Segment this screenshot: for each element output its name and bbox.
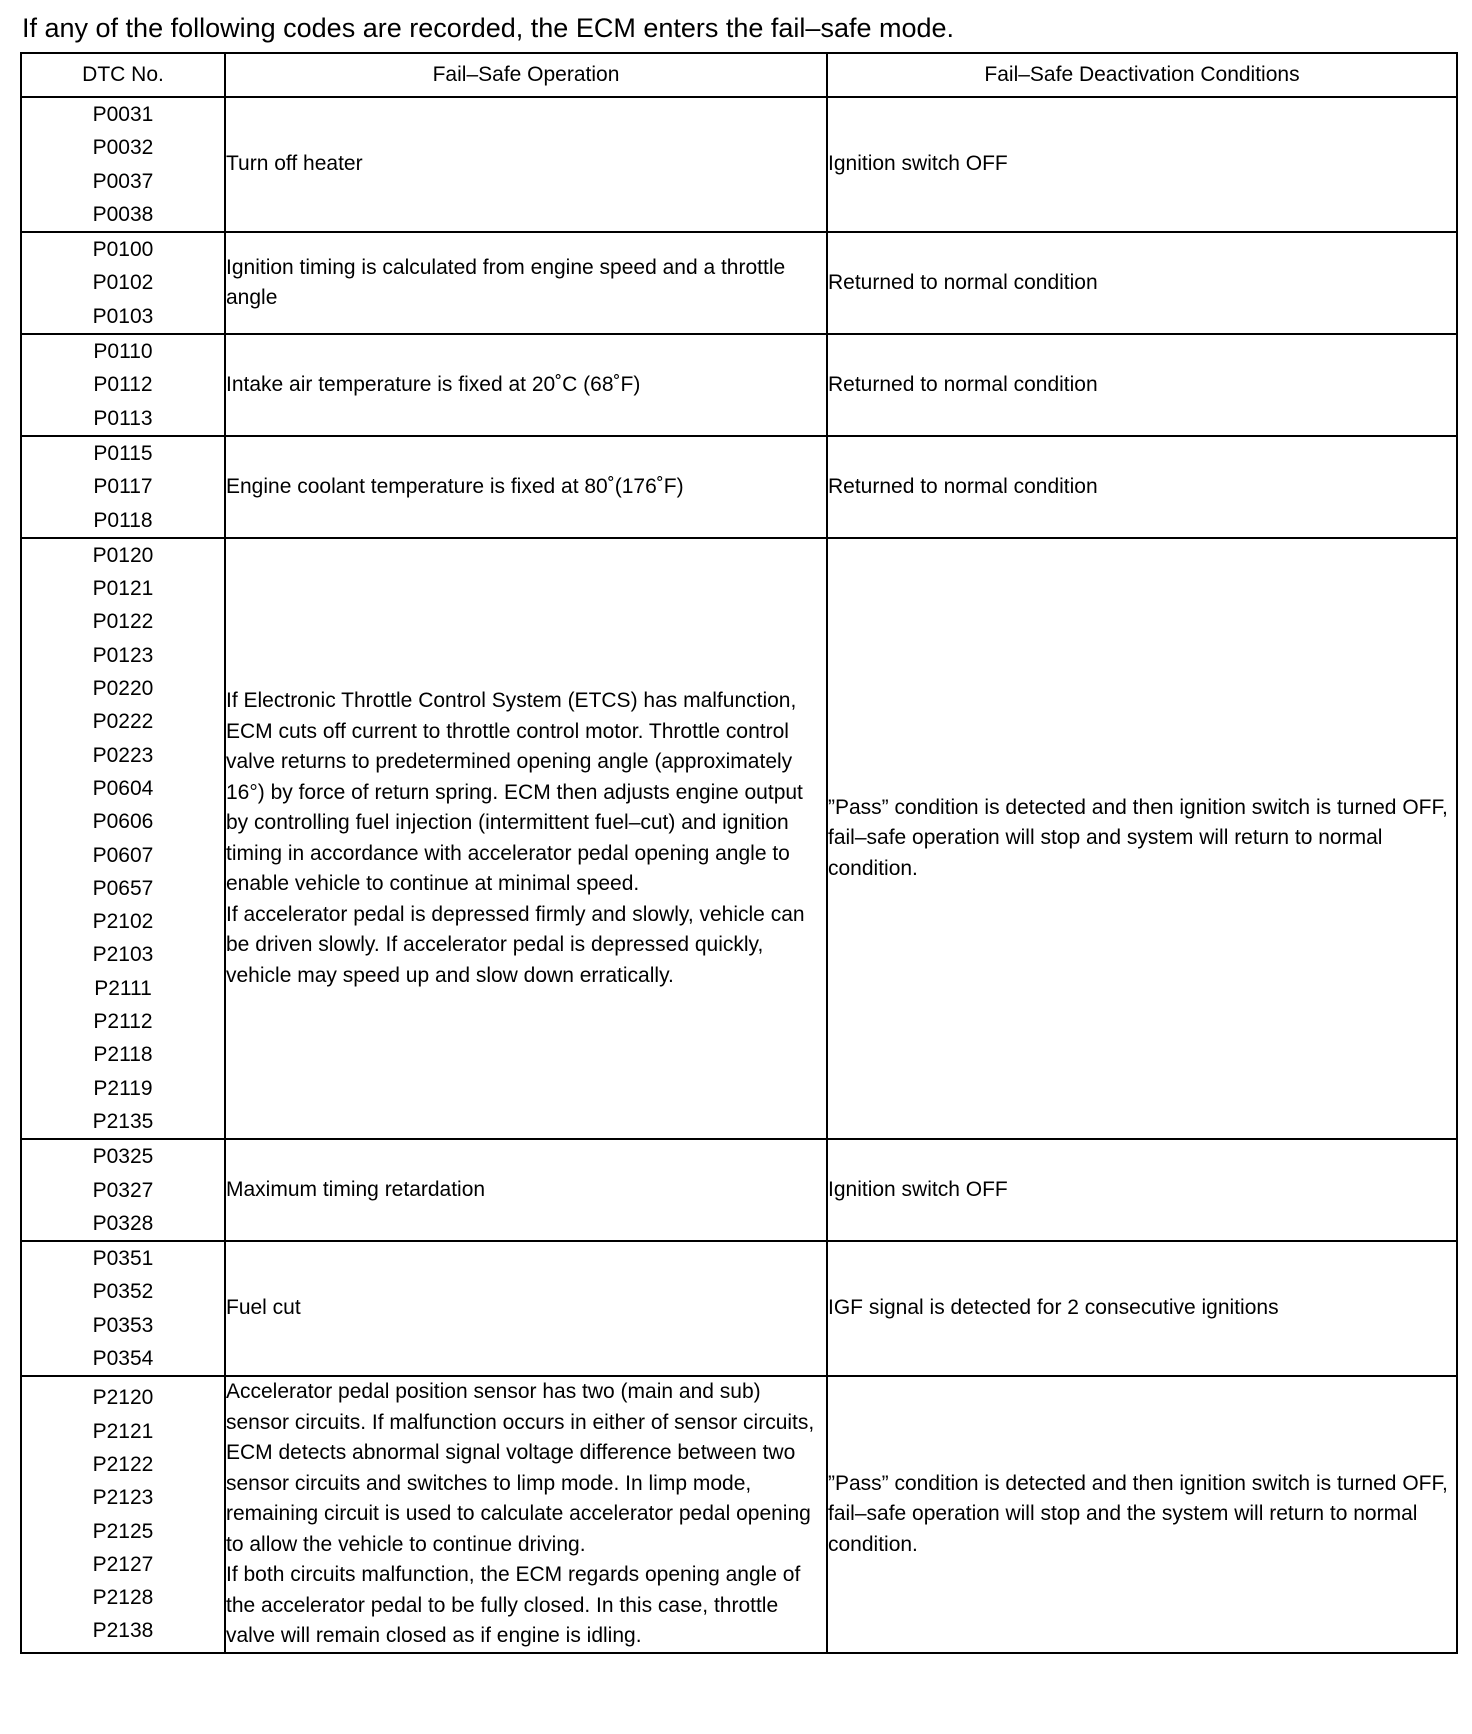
dtc-code: P0604: [92, 776, 154, 800]
dtc-code: P2103: [92, 943, 154, 967]
dtc-codes-cell: [21, 97, 225, 232]
dtc-codes-cell: [21, 232, 225, 334]
dtc-code: P0038: [92, 202, 154, 226]
dtc-code: P0110: [93, 340, 153, 364]
table-row: [21, 232, 1457, 334]
intro-text: If any of the following codes are recorded, the ECM enters the fail–safe mode.: [22, 13, 955, 43]
dtc-codes-cell: [21, 1376, 225, 1653]
deactivation-text: Returned to normal condition: [828, 474, 1098, 498]
fail-safe-operation-cell: [225, 232, 827, 334]
operation-text: If both circuits malfunction, the ECM regards opening angle of the accelerator pedal to be fully closed. In this case, throttle valve will remain closed as if engine is idling.: [226, 1563, 801, 1648]
header-fail-safe-operation: Fail–Safe Operation: [225, 53, 827, 97]
dtc-code: P0031: [92, 103, 154, 126]
dtc-code: P0112: [93, 373, 153, 397]
fail-safe-operation-cell: [225, 334, 827, 436]
dtc-code: P0117: [93, 475, 153, 499]
dtc-code: P0351: [92, 1247, 154, 1271]
dtc-code: P0352: [92, 1280, 154, 1304]
dtc-code: P0328: [92, 1211, 154, 1235]
fail-safe-operation-cell: [225, 1376, 827, 1653]
fail-safe-operation-cell: [225, 436, 827, 538]
deactivation-condition-cell: [827, 538, 1457, 1139]
operation-text: Accelerator pedal position sensor has two (main and sub) sensor circuits. If malfunction occurs in either of sensor circuits, ECM detects abnormal signal voltage difference between two sensor circuits and switches to limp mode. In limp mode, remaining circuit is used to calculate accelerator pedal opening to allow the vehicle to continue driving.: [226, 1380, 815, 1556]
dtc-code: P2112: [93, 1010, 153, 1034]
deactivation-text: Ignition switch OFF: [828, 152, 1008, 176]
dtc-code: P0327: [92, 1178, 154, 1202]
table-row: [21, 436, 1457, 538]
deactivation-condition-cell: [827, 97, 1457, 232]
dtc-code: P0607: [92, 843, 154, 867]
dtc-code: P0100: [92, 238, 154, 262]
deactivation-text: Returned to normal condition: [828, 372, 1098, 396]
deactivation-text: Returned to normal condition: [828, 270, 1098, 294]
dtc-code: P2118: [93, 1043, 153, 1067]
dtc-code: P0037: [92, 169, 154, 193]
dtc-code: P0123: [92, 643, 154, 667]
operation-text: Intake air temperature is fixed at 20˚C (68˚F): [226, 372, 641, 396]
dtc-codes-cell: [21, 538, 225, 1139]
dtc-code: P2120: [92, 1386, 154, 1410]
header-dtc-no: DTC No.: [21, 53, 225, 97]
dtc-code: P2138: [92, 1619, 154, 1643]
fail-safe-operation-cell: [225, 538, 827, 1139]
table-row: [21, 334, 1457, 436]
operation-text: If Electronic Throttle Control System (ETCS) has malfunction, ECM cuts off current to throttle control motor. Throttle control valve returns to predetermined opening angle (approximately 16°) by force of return spring. ECM then adjusts engine output by controlling fuel injection (intermittent fuel–cut) and ignition timing in accordance with accelerator pedal opening angle to enable vehicle to continue at minimal speed.: [226, 689, 803, 896]
fail-safe-operation-cell: [225, 97, 827, 232]
dtc-codes-cell: [21, 436, 225, 538]
dtc-code: P0118: [93, 508, 153, 532]
fail-safe-operation-cell: [225, 1139, 827, 1241]
table-row: [21, 1241, 1457, 1376]
dtc-code: P2102: [92, 910, 154, 934]
operation-text: Maximum timing retardation: [226, 1177, 486, 1201]
dtc-code: P2123: [92, 1486, 154, 1510]
dtc-code: P2127: [92, 1552, 154, 1576]
dtc-code: P0222: [92, 710, 154, 734]
operation-text: Fuel cut: [226, 1296, 301, 1320]
deactivation-condition-cell: [827, 1139, 1457, 1241]
dtc-code: P0353: [92, 1313, 154, 1337]
deactivation-condition-cell: [827, 334, 1457, 436]
fail-safe-operation-cell: [225, 1241, 827, 1376]
dtc-codes-cell: [21, 1241, 225, 1376]
dtc-code: P2128: [92, 1586, 154, 1610]
dtc-codes-cell: [21, 1139, 225, 1241]
deactivation-text: ”Pass” condition is detected and then ignition switch is turned OFF, fail–safe operation will stop and system will return to normal condition.: [828, 795, 1448, 880]
table-row: [21, 538, 1457, 1139]
dtc-code: P0606: [92, 810, 154, 834]
dtc-code: P0121: [92, 577, 154, 601]
deactivation-text: ”Pass” condition is detected and then ignition switch is turned OFF, fail–safe operation will stop and the system will return to normal condition.: [828, 1471, 1448, 1556]
dtc-code: P2121: [92, 1419, 154, 1443]
deactivation-text: Ignition switch OFF: [828, 1177, 1008, 1201]
operation-text: If accelerator pedal is depressed firmly and slowly, vehicle can be driven slowly. If accelerator pedal is depressed quickly, vehicle may speed up and slow down erratically.: [226, 902, 805, 987]
table-row: [21, 97, 1457, 232]
dtc-code: P2122: [92, 1452, 154, 1476]
dtc-codes-cell: [21, 334, 225, 436]
table-header-row: [21, 53, 1457, 97]
dtc-code: P0223: [92, 743, 154, 767]
deactivation-condition-cell: [827, 1241, 1457, 1376]
table-row: [21, 1376, 1457, 1653]
dtc-code: P2125: [92, 1519, 154, 1543]
operation-text: Ignition timing is calculated from engine speed and a throttle angle: [226, 255, 786, 310]
table-row: [21, 1139, 1457, 1241]
dtc-code: P0103: [92, 304, 154, 328]
dtc-code: P2135: [92, 1109, 154, 1133]
dtc-code: P0122: [92, 610, 154, 634]
dtc-code: P0354: [92, 1346, 154, 1370]
dtc-code: P0032: [92, 136, 154, 160]
dtc-code: P0113: [93, 406, 153, 430]
dtc-code: P2111: [94, 976, 152, 1000]
dtc-code: P0102: [92, 271, 154, 295]
deactivation-condition-cell: [827, 436, 1457, 538]
dtc-code: P0220: [92, 677, 154, 701]
dtc-code: P0120: [92, 543, 154, 567]
operation-text: Engine coolant temperature is fixed at 80˚(176˚F): [226, 474, 684, 498]
header-deactivation-conditions: Fail–Safe Deactivation Conditions: [827, 53, 1457, 97]
dtc-code: P0657: [92, 876, 154, 900]
dtc-code: P0325: [92, 1145, 154, 1169]
deactivation-condition-cell: [827, 1376, 1457, 1653]
dtc-code: P2119: [93, 1076, 153, 1100]
fail-safe-table: [20, 52, 1458, 1654]
deactivation-text: IGF signal is detected for 2 consecutive ignitions: [828, 1296, 1279, 1320]
deactivation-condition-cell: [827, 232, 1457, 334]
operation-text: Turn off heater: [226, 152, 363, 176]
dtc-code: P0115: [93, 441, 153, 465]
